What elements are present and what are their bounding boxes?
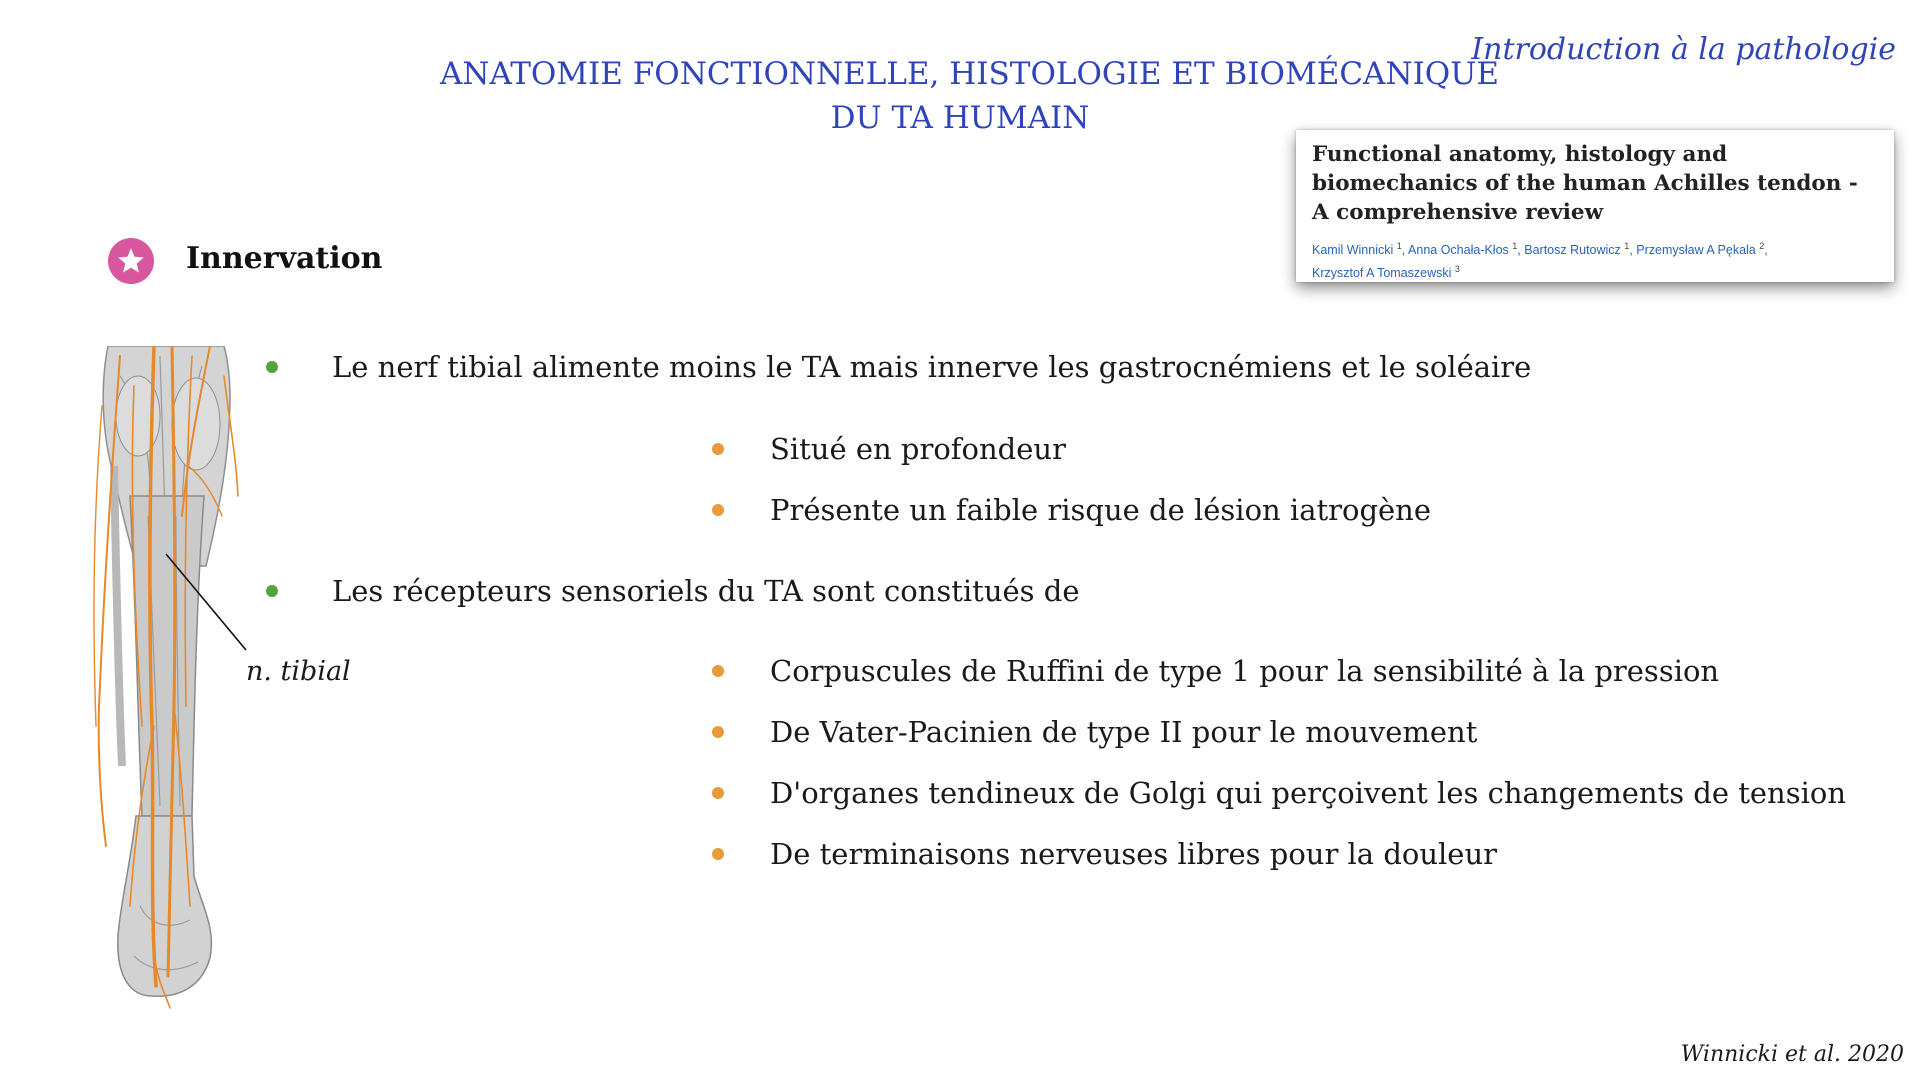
bullet-dot [266, 361, 278, 373]
bullet-dot [712, 665, 724, 677]
author-name: Przemysław A Pękala [1636, 243, 1756, 258]
bullet-text: Corpuscules de Ruffini de type 1 pour la sensibilité à la pression [770, 654, 1720, 688]
bullet-text: Présente un faible risque de lésion iatrogène [770, 493, 1432, 527]
bullet-item [266, 350, 1531, 384]
citation: Winnicki et al. 2020 [1680, 1042, 1904, 1067]
author-name: Kamil Winnicki [1312, 243, 1394, 258]
author-name: Bartosz Rutowicz [1524, 243, 1621, 258]
author-name: Anna Ochała-Kłos [1408, 243, 1509, 258]
bullet-text: Les récepteurs sensoriels du TA sont constitués de [332, 574, 1080, 608]
bullet-text: De terminaisons nerveuses libres pour la douleur [770, 837, 1497, 871]
paper-reference-card [1296, 130, 1894, 282]
author-affiliation: 2 [1759, 241, 1765, 251]
bullet-text: Le nerf tibial alimente moins le TA mais innerve les gastrocnémiens et le soléaire [332, 350, 1532, 384]
sub-bullet-item [712, 654, 1719, 688]
section-tag: Introduction à la pathologie [1471, 32, 1896, 67]
sub-bullet-item [712, 776, 1846, 810]
sub-bullet-item [712, 837, 1497, 871]
section-heading-text: Innervation [186, 241, 383, 276]
author-affiliation: 1 [1396, 241, 1402, 251]
author-affiliation: 3 [1454, 264, 1460, 275]
author-name: Krzysztof A Tomaszewski [1312, 266, 1452, 281]
paper-authors: Kamil Winnicki $^1$, Anna Ochała-Kłos $^1$, Bartosz Rutowicz $^1$, Przemysław A Pękala $^2$, Krzysztof A Tomaszewski $^3$ [1312, 241, 1768, 281]
slide-title [440, 52, 1499, 140]
sub-bullet-item [712, 432, 1066, 466]
bullet-text: De Vater-Pacinien de type II pour le mouvement [770, 715, 1478, 749]
nerve-label: n. tibial [246, 656, 351, 687]
sub-bullet-item [712, 715, 1477, 749]
author-affiliation: 1 [1624, 241, 1630, 251]
bullet-dot [712, 787, 724, 799]
bullet-dot [712, 504, 724, 516]
bullet-text: D'organes tendineux de Golgi qui perçoivent les changements de tension [770, 776, 1847, 810]
slide-title-line-2: DU TA HUMAIN [830, 100, 1090, 136]
author-affiliation: 1 [1512, 241, 1518, 251]
bullet-dot [712, 443, 724, 455]
paper-title: Functional anatomy, histology and biomechanics of the human Achilles tendon - A comprehensive review [1312, 142, 1858, 225]
leg-anatomy-illustration [90, 346, 250, 1026]
bullet-item [266, 574, 1080, 608]
bullet-dot [712, 726, 724, 738]
slide-title-line-1: ANATOMIE FONCTIONNELLE, HISTOLOGIE ET BIOMÉCANIQUE [440, 56, 1499, 92]
bullet-dot [266, 585, 278, 597]
bullet-text: Situé en profondeur [770, 432, 1066, 466]
bullet-dot [712, 848, 724, 860]
star-icon [108, 238, 154, 284]
sub-bullet-item [712, 493, 1431, 527]
